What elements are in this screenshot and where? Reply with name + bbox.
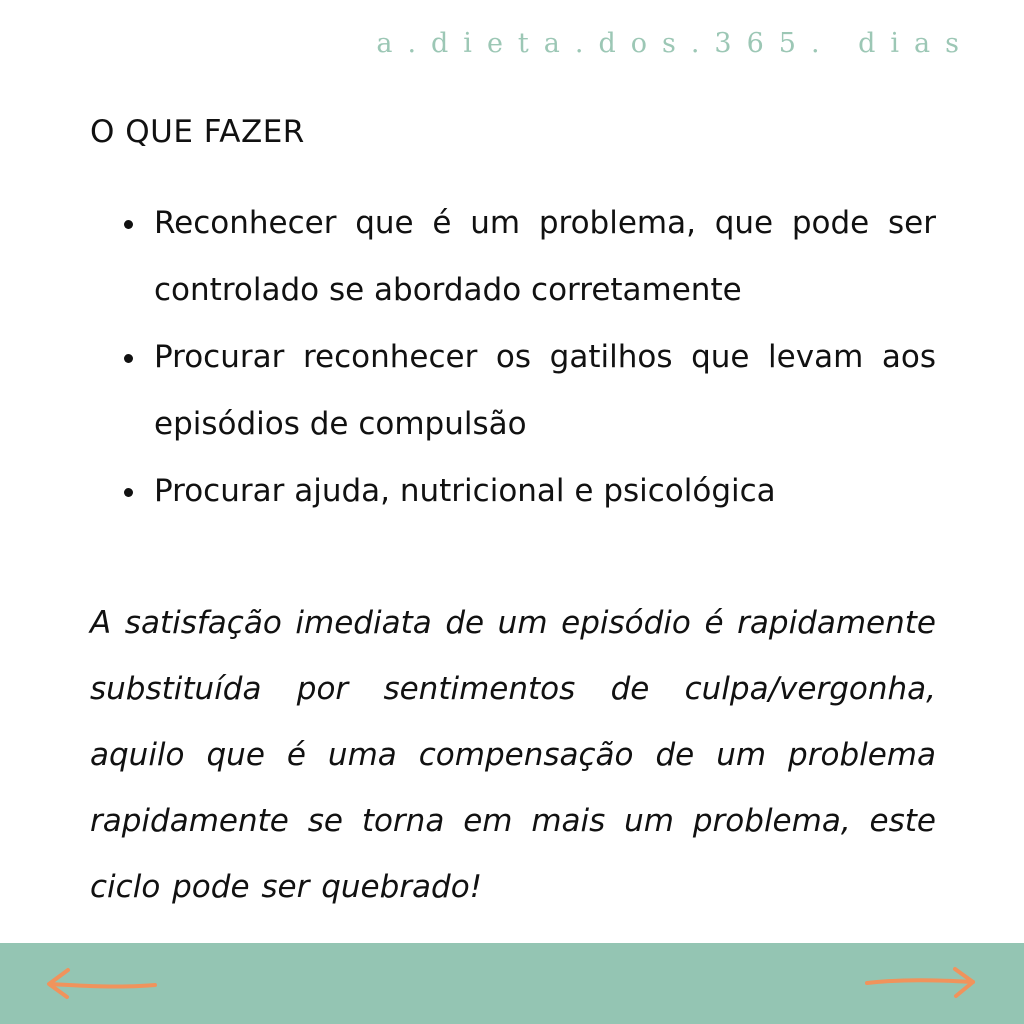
arrow-left-icon bbox=[40, 962, 160, 1004]
section-heading: O QUE FAZER bbox=[90, 114, 305, 150]
bullet-dot-icon bbox=[124, 488, 133, 497]
closing-paragraph: A satisfação imediata de um episódio é rapidamente substituída por sentimentos de culpa/vergonha, aquilo que é uma compensação de um problema rapidamente se torna em mais um problema, este ciclo pode ser quebrado! bbox=[90, 605, 936, 905]
bullet-dot-icon bbox=[124, 220, 133, 229]
list-item bbox=[120, 458, 936, 525]
list-item bbox=[120, 324, 936, 458]
prev-slide-button[interactable] bbox=[40, 962, 160, 1004]
brand-handle: a.dieta.dos.365. dias bbox=[376, 28, 974, 59]
list-item-text: Procurar ajuda, nutricional e psicológica bbox=[154, 473, 776, 509]
bullet-dot-icon bbox=[124, 354, 133, 363]
bullet-list bbox=[120, 190, 936, 525]
list-item-text: Procurar reconhecer os gatilhos que levam aos episódios de compulsão bbox=[154, 339, 936, 442]
next-slide-button[interactable] bbox=[862, 962, 982, 1004]
list-item-text: Reconhecer que é um problema, que pode ser controlado se abordado corretamente bbox=[154, 205, 936, 308]
list-item bbox=[120, 190, 936, 324]
arrow-right-icon bbox=[862, 962, 982, 1004]
